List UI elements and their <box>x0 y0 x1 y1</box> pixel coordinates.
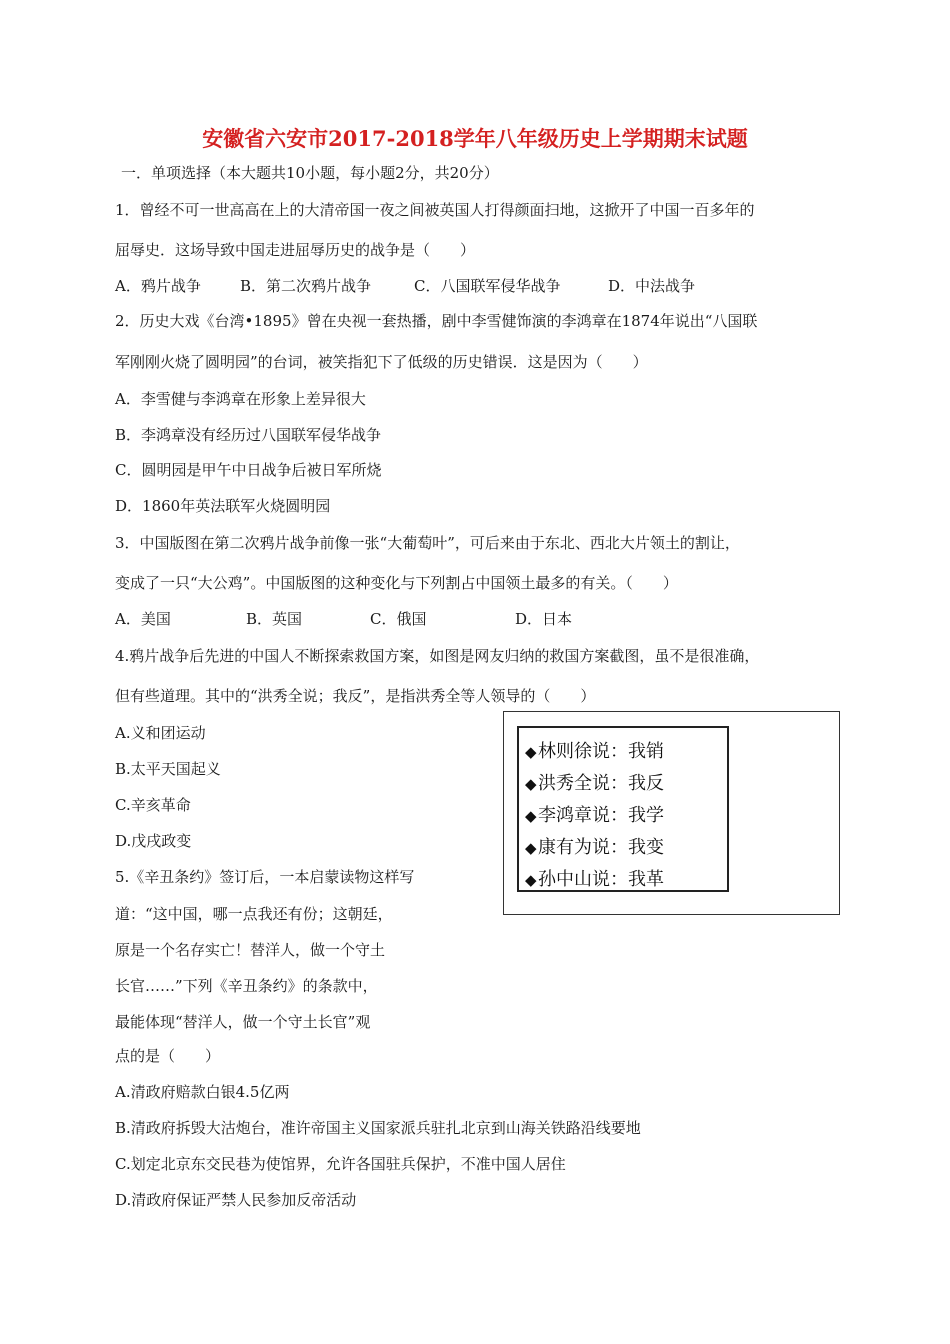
question-2-text-line-2: 军刚刚火烧了圆明园”的台词，被笑指犯下了低级的历史错误．这是因为（ ） <box>115 353 648 371</box>
question-1-option-b: B．第二次鸦片战争 <box>240 277 372 295</box>
section-heading: 一．单项选择（本大题共10小题，每小题2分，共20分） <box>121 164 499 182</box>
question-4-option-c: C.辛亥革命 <box>115 796 191 814</box>
question-3-text-line-2: 变成了一只“大公鸡”。中国版图的这种变化与下列割占中国领土最多的有关。（ ） <box>115 574 678 592</box>
question-5-text-line-3: 原是一个名存实亡！替洋人，做一个守土 <box>115 941 386 959</box>
question-5-option-c: C.划定北京东交民巷为使馆界，允许各国驻兵保护，不准中国人居住 <box>115 1155 566 1173</box>
question-5-text-line-1: 5.《辛丑条约》签订后，一本启蒙读物这样写 <box>115 868 415 886</box>
figure-item: ◆洪秀全说：我反 <box>519 768 727 800</box>
figure-item: ◆康有为说：我变 <box>519 832 727 864</box>
figure-item: ◆林则徐说：我销 <box>519 736 727 768</box>
question-5-option-d: D.清政府保证严禁人民参加反帝活动 <box>115 1191 357 1209</box>
figure-item: ◆李鸿章说：我学 <box>519 800 727 832</box>
question-5-option-a: A.清政府赔款白银4.5亿两 <box>115 1083 290 1101</box>
question-3-option-a: A．美国 <box>115 610 171 628</box>
question-3-option-d: D．日本 <box>515 610 573 628</box>
question-1-text-line-2: 屈辱史．这场导致中国走进屈辱历史的战争是（ ） <box>115 241 476 259</box>
question-5-text-line-2: 道：“这中国，哪一点我还有份；这朝廷， <box>115 905 393 923</box>
question-3-text-line-1: 3．中国版图在第二次鸦片战争前像一张“大葡萄叶”，可后来由于东北、西北大片领土的割让， <box>115 534 740 552</box>
question-3-option-b: B．英国 <box>246 610 303 628</box>
question-3-option-c: C．俄国 <box>370 610 427 628</box>
figure-item: ◆孙中山说：我革 <box>519 864 727 896</box>
question-2-option-d: D．1860年英法联军火烧圆明园 <box>115 497 331 515</box>
question-1-option-d: D．中法战争 <box>608 277 696 295</box>
page-title: 安徽省六安市2017-2018学年八年级历史上学期期末试题 <box>202 126 748 151</box>
question-5-option-b: B.清政府拆毁大沽炮台，准许帝国主义国家派兵驻扎北京到山海关铁路沿线要地 <box>115 1119 641 1137</box>
diamond-bullet-icon: ◆ <box>525 743 537 761</box>
diamond-bullet-icon: ◆ <box>525 839 537 857</box>
question-4-text-line-1: 4.鸦片战争后先进的中国人不断探索救国方案，如图是网友归纳的救国方案截图，虽不是很准确， <box>115 647 760 665</box>
diamond-bullet-icon: ◆ <box>525 807 537 825</box>
question-1-option-c: C．八国联军侵华战争 <box>414 277 561 295</box>
diamond-bullet-icon: ◆ <box>525 871 537 889</box>
question-2-text-line-1: 2．历史大戏《台湾•1895》曾在央视一套热播，剧中李雪健饰演的李鸿章在1874年说出“八国联 <box>115 312 758 330</box>
question-4-option-b: B.太平天国起义 <box>115 760 221 778</box>
question-2-option-a: A．李雪健与李鸿章在形象上差异很大 <box>115 390 366 408</box>
question-5-text-line-4: 长官……”下列《辛丑条约》的条款中， <box>115 977 378 995</box>
question-2-option-c: C．圆明园是甲午中日战争后被日军所烧 <box>115 461 382 479</box>
question-1-option-a: A．鸦片战争 <box>115 277 201 295</box>
question-5-text-line-6: 点的是（ ） <box>115 1047 221 1065</box>
question-4-text-line-2: 但有些道理。其中的“洪秀全说；我反”，是指洪秀全等人领导的（ ） <box>115 687 596 705</box>
question-2-option-b: B．李鸿章没有经历过八国联军侵华战争 <box>115 426 382 444</box>
question-1-text-line-1: 1．曾经不可一世高高在上的大清帝国一夜之间被英国人打得颜面扫地，这掀开了中国一百多年的 <box>115 201 755 219</box>
rescue-plan-figure-inner <box>517 726 729 892</box>
rescue-plan-figure <box>503 711 840 915</box>
diamond-bullet-icon: ◆ <box>525 775 537 793</box>
question-4-option-a: A.义和团运动 <box>115 724 206 742</box>
question-5-text-line-5: 最能体现“替洋人，做一个守土长官”观 <box>115 1013 371 1031</box>
question-4-option-d: D.戊戌政变 <box>115 832 192 850</box>
